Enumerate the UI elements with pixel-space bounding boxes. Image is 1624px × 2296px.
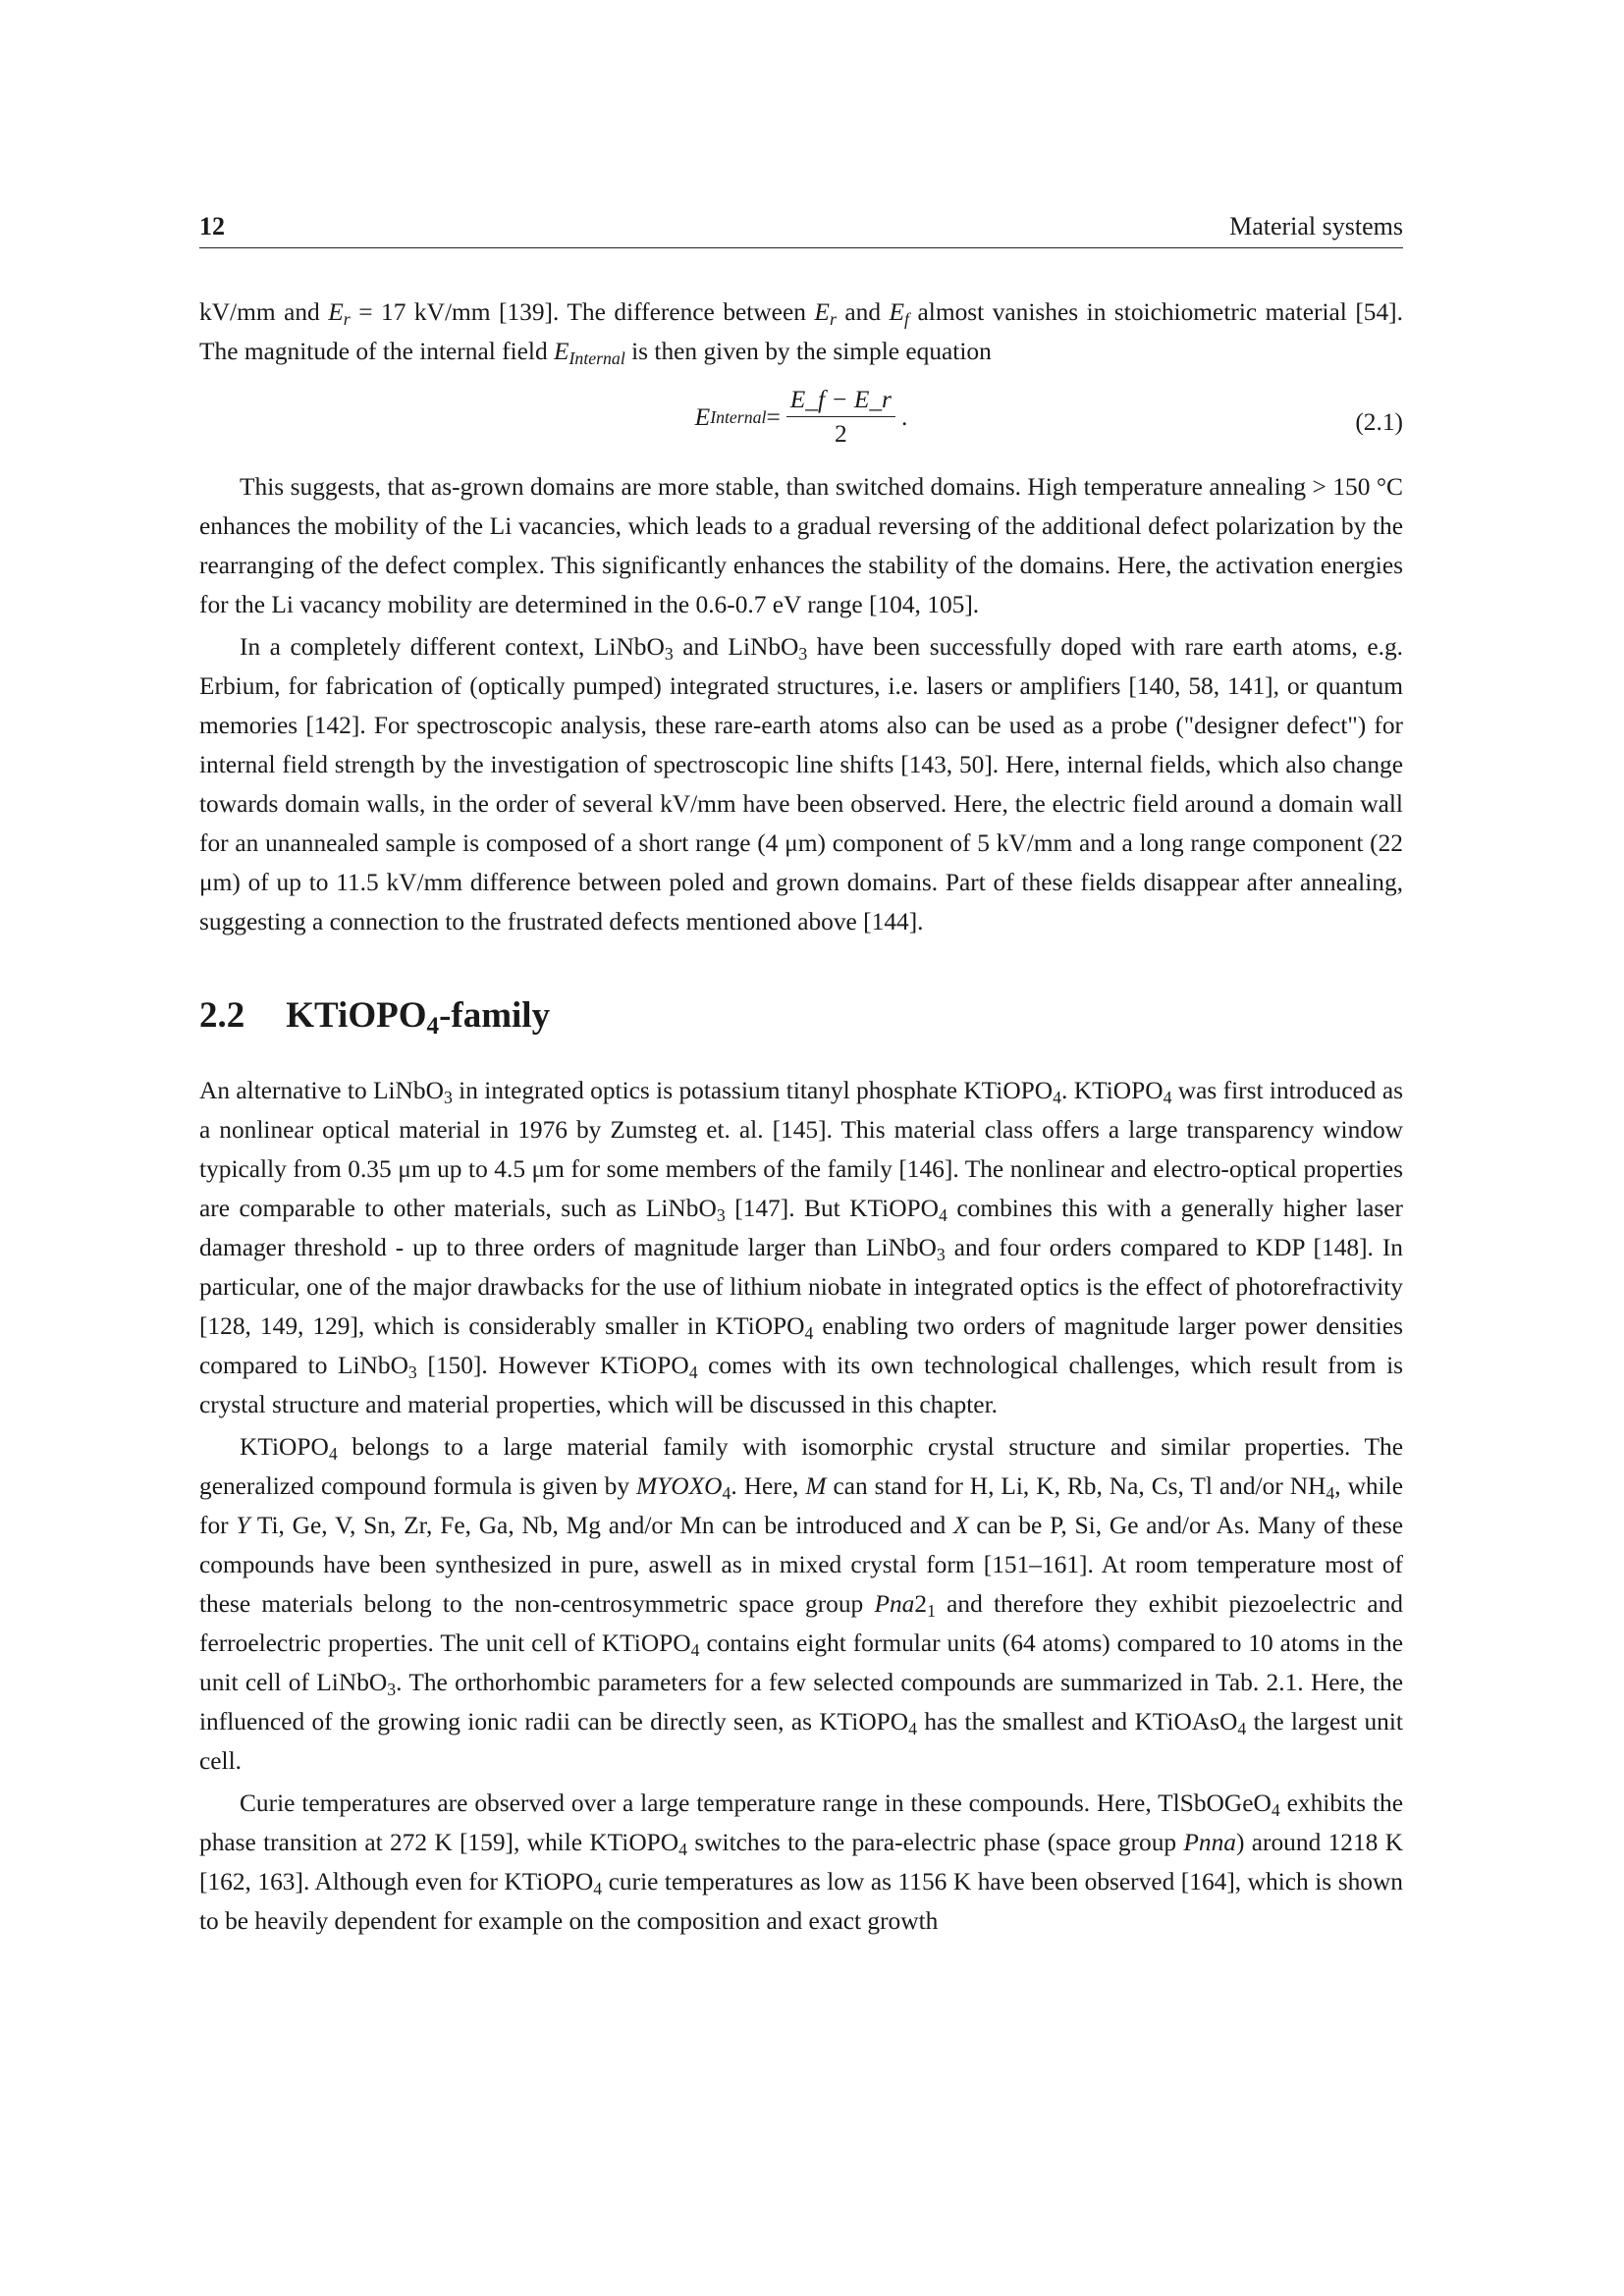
equation-numerator: E_f − E_r bbox=[786, 383, 895, 417]
section-heading bbox=[199, 992, 1403, 1040]
equation-formula: E Internal = $\frac{E\_f - E\_r}{2}$ . bbox=[199, 383, 1403, 451]
paragraph-3: In a completely different context, LiNbO$_3$ and LiNbO$_3$ have been successfully doped with rare earth atoms, e.g. Erbium, for fabrication of (optically pumped) integrated structures, i.e. lasers or amplifiers [140, 58, 141], or quantum memories [142]. For spectroscopic analysis, these rare-earth atoms also can be used as a probe ("designer defect") for internal field strength by the investigation of spectroscopic line shifts [143, 50]. Here, internal fields, which also change towards domain walls, in the order of several kV/mm have been observed. Here, the electric field around a domain wall for an unannealed sample is composed of a short range (4 μm) component of 5 kV/mm and a long range component (22 μm) of up to 11.5 kV/mm difference between poled and grown domains. Part of these fields disappear after annealing, suggesting a connection to the frustrated defects mentioned above [144]. bbox=[199, 633, 1403, 935]
equation-denominator: 2 bbox=[835, 420, 847, 448]
section-number: 2.2 bbox=[199, 995, 245, 1036]
paragraph-2: This suggests, that as-grown domains are more stable, than switched domains. High temperature annealing > 150 °C enhances the mobility of the Li vacancies, which leads to a gradual reversing of the additional defect polarization by the rearranging of the defect complex. This significantly enhances the stability of the domains. Here, the activation energies for the Li vacancy mobility are determined in the 0.6-0.7 eV range [104, 105]. bbox=[199, 473, 1403, 618]
section-title: KTiOPO$_4$-family bbox=[286, 995, 551, 1041]
paragraph-5: KTiOPO$_4$ belongs to a large material family with isomorphic crystal structure and similar properties. The generalized compound formula is given by $MYOXO_4$. Here, M can stand for H, Li, K, Rb, Na, Cs, Tl and/or $NH_4$, while for Y Ti, Ge, V, Sn, Zr, Fe, Ga, Nb, Mg and/or Mn can be introduced and X can be P, Si, Ge and/or As. Many of these compounds have been synthesized in pure, aswell as in mixed crystal form [151–161]. At room temperature most of these materials belong to the non-centrosymmetric space group $Pna2_1$ and therefore they exhibit piezoelectric and ferroelectric properties. The unit cell of KTiOPO$_4$ contains eight formular units (64 atoms) compared to 10 atoms in the unit cell of LiNbO$_3$. The orthorhombic parameters for a few selected compounds are summarized in Tab. 2.1. Here, the influenced of the growing ionic radii can be directly seen, as KTiOPO$_4$ has the smallest and KTiOAsO$_4$ the largest unit cell. bbox=[199, 1433, 1404, 1775]
body-text bbox=[199, 293, 1403, 1941]
running-header bbox=[199, 208, 1403, 248]
page-number: 12 bbox=[199, 212, 225, 240]
equation-number: (2.1) bbox=[1355, 408, 1403, 436]
equation-fraction bbox=[786, 383, 895, 451]
paragraph-4: An alternative to LiNbO$_3$ in integrated optics is potassium titanyl phosphate KTiOPO$_4$. KTiOPO$_4$ was first introduced as a nonlinear optical material in 1976 by Zumsteg et. al. [145]. This material class offers a large transparency window typically from 0.35 μm up to 4.5 μm for some members of the family [146]. The nonlinear and electro-optical properties are comparable to other materials, such as LiNbO$_3$ [147]. But KTiOPO$_4$ combines this with a generally higher laser damager threshold - up to three orders of magnitude larger than LiNbO$_3$ and four orders compared to KDP [148]. In particular, one of the major drawbacks for the use of lithium niobate in integrated optics is the effect of photorefractivity [128, 149, 129], which is considerably smaller in KTiOPO$_4$ enabling two orders of magnitude larger power densities compared to LiNbO$_3$ [150]. However KTiOPO$_4$ comes with its own technological challenges, which result from is crystal structure and material properties, which will be discussed in this chapter. bbox=[199, 1077, 1404, 1418]
chapter-title: Material systems bbox=[1229, 212, 1403, 240]
paragraph-1: kV/mm and $E_r = 17$ kV/mm [139]. The difference between $E_r$ and $E_f$ almost vanishes in stoichiometric material [54]. The magnitude of the internal field $E_{Internal}$ is then given by the simple equation bbox=[199, 298, 1403, 368]
equation-2-1 bbox=[199, 373, 1403, 467]
paragraph-6: Curie temperatures are observed over a large temperature range in these compounds. Here, TlSbOGeO$_4$ exhibits the phase transition at 272 K [159], while KTiOPO$_4$ switches to the para-electric phase (space group Pnna) around 1218 K [162, 163]. Although even for KTiOPO$_4$ curie temperatures as low as 1156 K have been observed [164], which is shown to be heavily dependent for example on the composition and exact growth bbox=[199, 1789, 1404, 1935]
